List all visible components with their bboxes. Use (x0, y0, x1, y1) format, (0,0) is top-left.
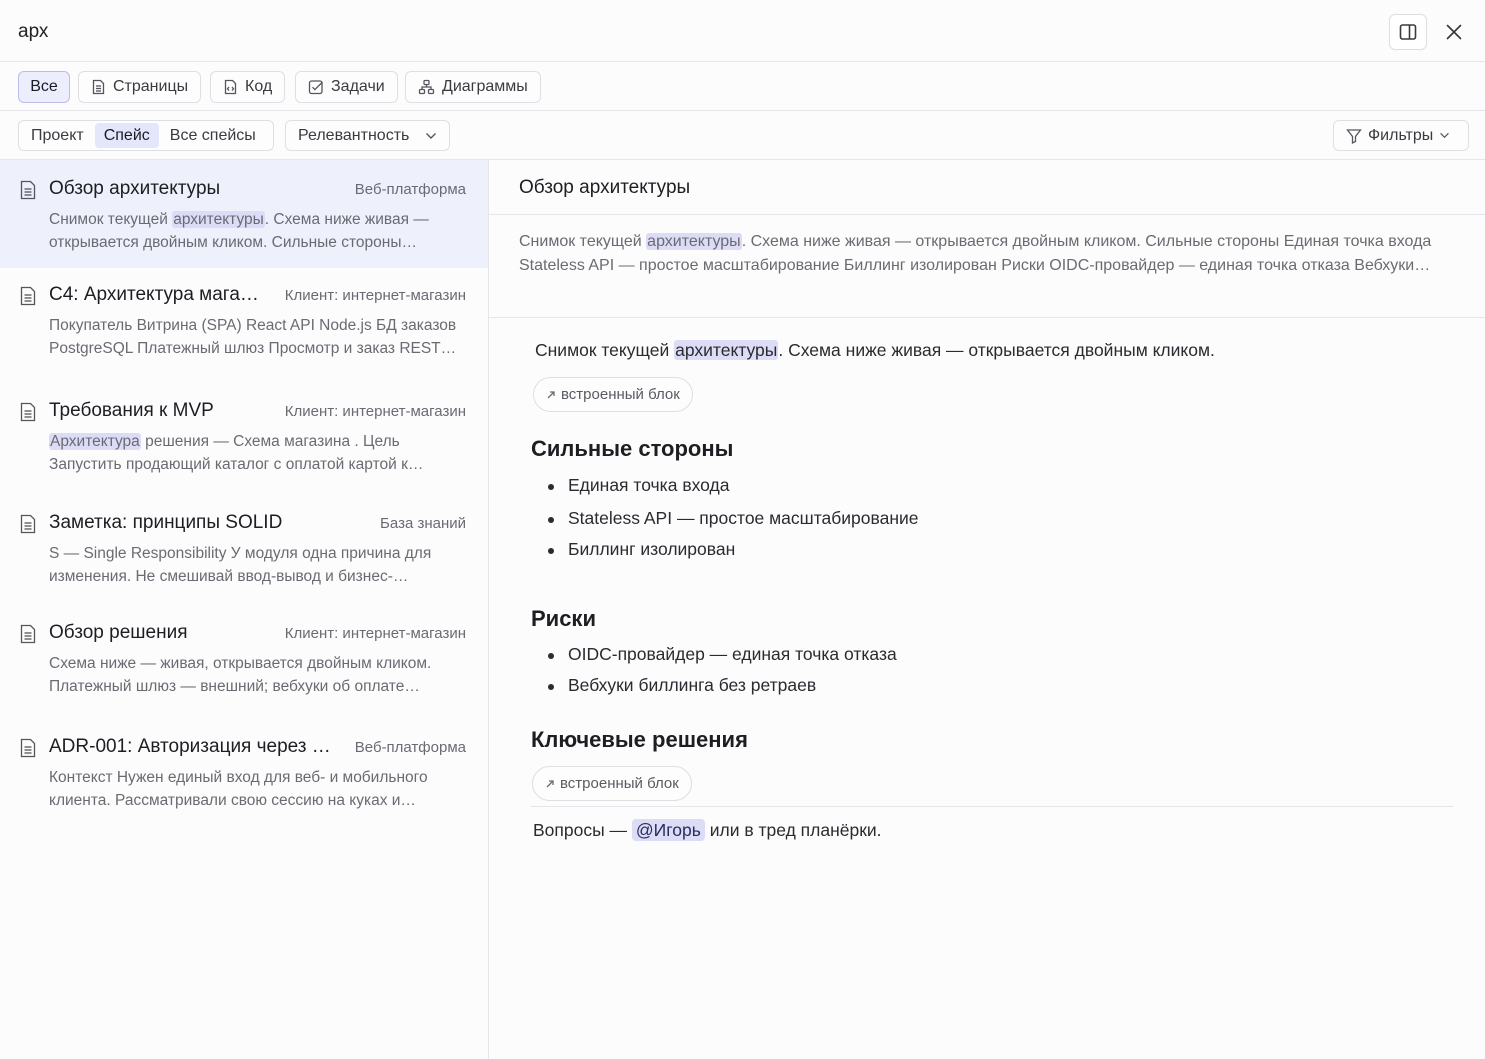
filters-label: Фильтры (1368, 126, 1434, 144)
toggle-preview-panel-button[interactable] (1389, 14, 1427, 50)
tab-label: Все (30, 78, 58, 95)
tab-label: Страницы (113, 78, 189, 95)
code-file-icon (223, 79, 238, 95)
scope-project[interactable]: Проект (31, 126, 84, 144)
result-item[interactable] (0, 266, 488, 378)
page-icon (19, 402, 37, 422)
sort-select[interactable] (285, 120, 450, 151)
result-snippet: S — Single Responsibility У модуля одна причина для изменения. Не смешивай ввод-вывод и бизнес-… (49, 545, 432, 585)
preview-summary: Снимок текущей архитектуры. Схема ниже живая — открывается двойным кликом. Сильные стороны Единая точка входа Stateless API — простое масштабирование Биллинг изолирован Риски OIDC-провайдер — единая точка отказа Вебхуки… (489, 215, 1485, 318)
result-title: Заметка: принципы SOLID (49, 512, 283, 533)
page-icon (91, 79, 106, 95)
chevron-down-icon (425, 132, 437, 140)
search-highlight: архитектуры (173, 211, 264, 228)
page-icon (19, 286, 37, 306)
list-item: Вебхуки биллинга без ретраев (545, 675, 897, 706)
search-highlight: архитектуры (675, 340, 778, 360)
search-bar (0, 0, 1485, 62)
tab-all[interactable] (18, 71, 70, 103)
result-space: Клиент: интернет-магазин (284, 287, 466, 304)
tab-label: Диаграммы (442, 78, 528, 95)
search-highlight: архитектуры (647, 233, 741, 250)
heading-key-decisions: Ключевые решения (531, 727, 748, 752)
scope-selector (18, 120, 274, 151)
scope-bar (0, 111, 1485, 160)
result-snippet: Снимок текущей архитектуры. Схема ниже живая — открывается двойным кликом. Сильные стороны… (49, 211, 429, 251)
page-icon (19, 514, 37, 534)
footer-paragraph: Вопросы — @Игорь или в тред планёрки. (533, 820, 882, 840)
result-snippet: Архитектура решения — Схема магазина . Цель Запустить продающий каталог с оплатой картой к… (49, 433, 424, 473)
page-icon (19, 624, 37, 644)
list-item: Stateless API — простое масштабирование (545, 508, 919, 539)
arrow-up-right-icon (545, 779, 555, 789)
search-highlight: Архитектура (50, 433, 140, 450)
list-item: Единая точка входа (545, 475, 919, 508)
result-item[interactable] (0, 494, 488, 606)
scope-all-spaces[interactable]: Все спейсы (169, 126, 256, 144)
embed-label: встроенный блок (560, 775, 679, 792)
filter-icon (1346, 128, 1362, 144)
search-input[interactable] (18, 16, 1318, 48)
tab-code[interactable] (210, 71, 285, 103)
risks-list (545, 644, 897, 706)
diagram-icon (418, 79, 435, 95)
list-item: Биллинг изолирован (545, 539, 919, 570)
result-space: Веб-платформа (354, 739, 466, 756)
result-snippet: Контекст Нужен единый вход для веб- и мобильного клиента. Рассматривали свою сессию на куках и… (49, 769, 428, 809)
chevron-down-icon (1439, 132, 1450, 139)
result-title: Требования к MVP (49, 400, 214, 421)
divider (531, 806, 1453, 807)
intro-paragraph: Снимок текущей архитектуры. Схема ниже живая — открывается двойным кликом. (535, 340, 1215, 360)
result-snippet: Схема ниже — живая, открывается двойным кликом. Платежный шлюз — внешний; вебхуки об оплате… (49, 655, 432, 695)
heading-strengths: Сильные стороны (531, 436, 734, 461)
task-checkbox-icon (308, 79, 324, 95)
preview-title: Обзор архитектуры (489, 160, 1485, 215)
scope-space[interactable]: Спейс (95, 123, 159, 148)
result-title: Обзор архитектуры (49, 178, 221, 199)
result-item[interactable] (0, 382, 488, 494)
arrow-up-right-icon (546, 390, 556, 400)
result-title: C4: Архитектура мага… (49, 284, 259, 305)
type-filter-tabs (0, 62, 1485, 111)
page-icon (19, 180, 37, 200)
user-mention[interactable]: @Игорь (632, 819, 705, 841)
result-item[interactable] (0, 160, 488, 268)
list-item: OIDC-провайдер — единая точка отказа (545, 644, 897, 675)
close-button[interactable] (1438, 16, 1470, 48)
tab-diagrams[interactable] (405, 71, 541, 103)
result-space: База знаний (380, 515, 466, 532)
result-snippet: Покупатель Витрина (SPA) React API Node.js БД заказов PostgreSQL Платежный шлюз Просмотр и заказ REST… (49, 317, 457, 357)
tab-tasks[interactable] (295, 71, 398, 103)
filters-button[interactable] (1333, 120, 1469, 151)
tab-pages[interactable] (78, 71, 201, 103)
strengths-list (545, 475, 919, 570)
embedded-block-chip[interactable] (532, 766, 692, 801)
result-title: ADR-001: Авторизация через … (49, 736, 331, 757)
result-space: Веб-платформа (354, 181, 466, 198)
result-space: Клиент: интернет-магазин (284, 625, 466, 642)
result-item[interactable] (0, 604, 488, 716)
sort-label: Релевантность (298, 126, 410, 144)
split-panel-icon (1399, 23, 1417, 41)
page-icon (19, 738, 37, 758)
heading-risks: Риски (531, 606, 596, 631)
preview-pane (489, 160, 1485, 1059)
result-space: Клиент: интернет-магазин (284, 403, 466, 420)
results-list (0, 160, 489, 1059)
embed-label: встроенный блок (561, 386, 680, 403)
result-title: Обзор решения (49, 622, 188, 643)
result-item[interactable] (0, 718, 488, 830)
close-icon (1445, 23, 1463, 41)
tab-label: Код (245, 78, 273, 95)
embedded-block-chip[interactable] (533, 377, 693, 412)
tab-label: Задачи (331, 78, 385, 95)
